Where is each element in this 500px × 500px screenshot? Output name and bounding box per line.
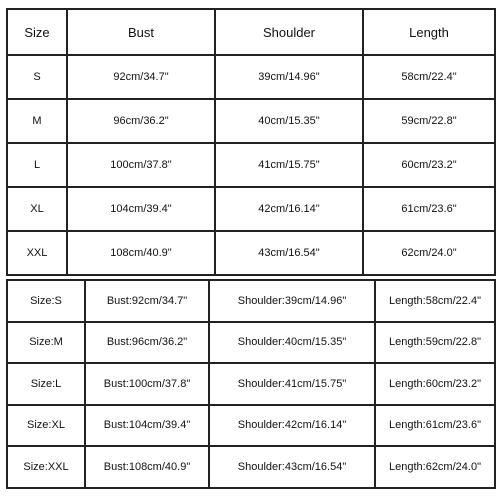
- size-cell: L: [7, 143, 67, 187]
- bust-cell: 104cm/39.4": [67, 187, 215, 231]
- size-cell: XL: [7, 187, 67, 231]
- bust-cell: Bust:92cm/34.7": [85, 280, 209, 322]
- size-cell: S: [7, 55, 67, 99]
- table-row: [7, 99, 495, 143]
- shoulder-cell: Shoulder:41cm/15.75": [209, 363, 375, 405]
- bust-cell: Bust:108cm/40.9": [85, 446, 209, 488]
- bust-cell: Bust:96cm/36.2": [85, 322, 209, 364]
- shoulder-cell: Shoulder:39cm/14.96": [209, 280, 375, 322]
- header-shoulder: Shoulder: [215, 9, 363, 55]
- shoulder-cell: 39cm/14.96": [215, 55, 363, 99]
- length-cell: Length:58cm/22.4": [375, 280, 495, 322]
- size-detail-table: [6, 279, 496, 489]
- size-cell: Size:S: [7, 280, 85, 322]
- size-cell: Size:XXL: [7, 446, 85, 488]
- length-cell: 59cm/22.8": [363, 99, 495, 143]
- bust-cell: Bust:104cm/39.4": [85, 405, 209, 447]
- header-bust: Bust: [67, 9, 215, 55]
- length-cell: Length:60cm/23.2": [375, 363, 495, 405]
- table-row: [7, 405, 495, 447]
- length-cell: 58cm/22.4": [363, 55, 495, 99]
- size-cell: M: [7, 99, 67, 143]
- length-cell: 61cm/23.6": [363, 187, 495, 231]
- table-row: [7, 187, 495, 231]
- header-size: Size: [7, 9, 67, 55]
- length-cell: Length:59cm/22.8": [375, 322, 495, 364]
- length-cell: Length:62cm/24.0": [375, 446, 495, 488]
- length-cell: 62cm/24.0": [363, 231, 495, 275]
- bust-cell: 100cm/37.8": [67, 143, 215, 187]
- table-row: [7, 231, 495, 275]
- size-cell: Size:M: [7, 322, 85, 364]
- table-row: [7, 363, 495, 405]
- bust-cell: 92cm/34.7": [67, 55, 215, 99]
- shoulder-cell: Shoulder:43cm/16.54": [209, 446, 375, 488]
- shoulder-cell: 40cm/15.35": [215, 99, 363, 143]
- size-cell: XXL: [7, 231, 67, 275]
- shoulder-cell: 41cm/15.75": [215, 143, 363, 187]
- bust-cell: 96cm/36.2": [67, 99, 215, 143]
- table-header-row: [7, 9, 495, 55]
- shoulder-cell: 43cm/16.54": [215, 231, 363, 275]
- length-cell: 60cm/23.2": [363, 143, 495, 187]
- length-cell: Length:61cm/23.6": [375, 405, 495, 447]
- size-cell: Size:L: [7, 363, 85, 405]
- table-row: [7, 322, 495, 364]
- size-cell: Size:XL: [7, 405, 85, 447]
- table-row: [7, 143, 495, 187]
- table-row: [7, 446, 495, 488]
- header-length: Length: [363, 9, 495, 55]
- bust-cell: Bust:100cm/37.8": [85, 363, 209, 405]
- table-row: [7, 55, 495, 99]
- shoulder-cell: Shoulder:42cm/16.14": [209, 405, 375, 447]
- table-row: [7, 280, 495, 322]
- bust-cell: 108cm/40.9": [67, 231, 215, 275]
- size-chart-table: [6, 8, 496, 276]
- shoulder-cell: Shoulder:40cm/15.35": [209, 322, 375, 364]
- shoulder-cell: 42cm/16.14": [215, 187, 363, 231]
